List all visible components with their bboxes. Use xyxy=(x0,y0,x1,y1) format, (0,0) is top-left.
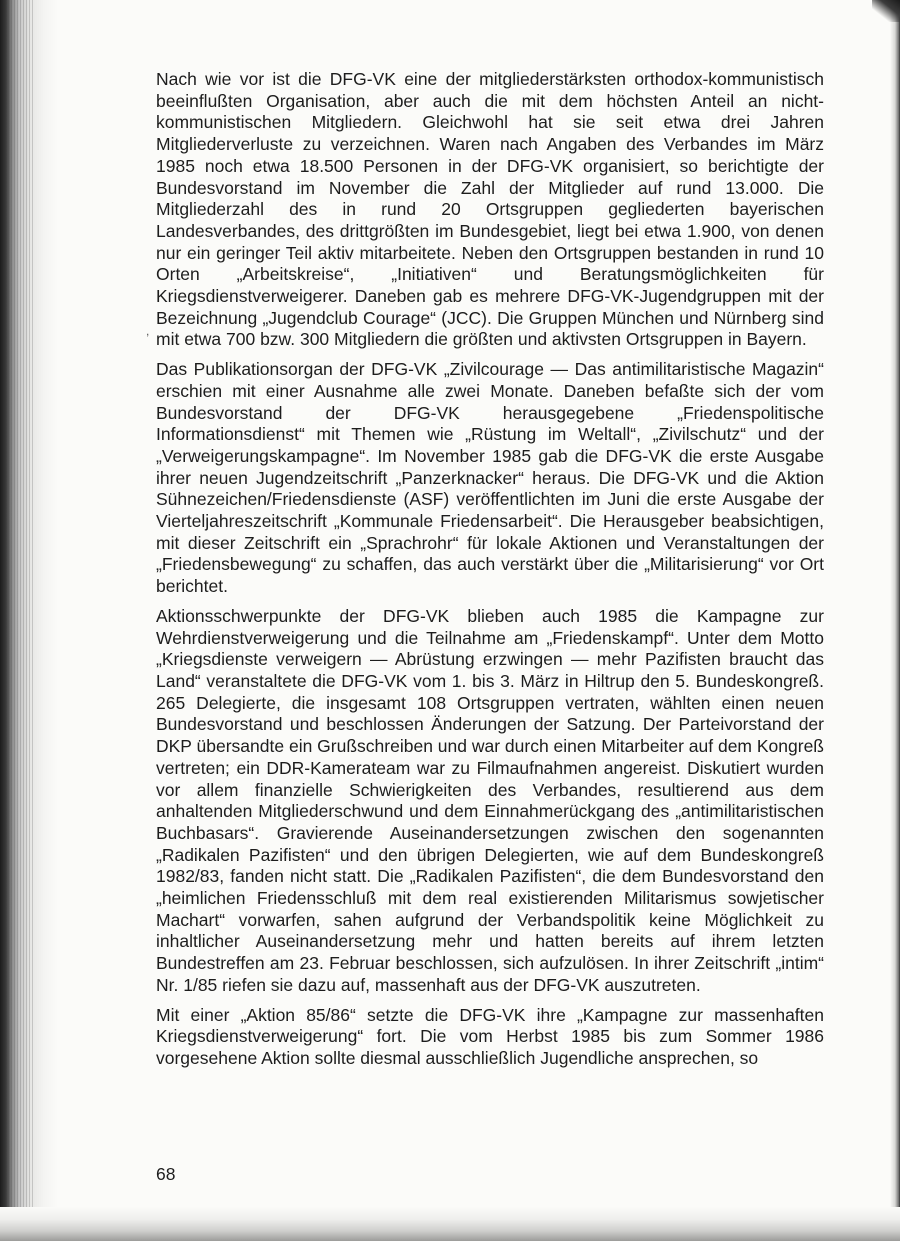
page-number: 68 xyxy=(156,1164,176,1184)
top-right-corner-shadow xyxy=(872,0,900,22)
paragraph-campaign: Mit einer „Aktion 85/86“ setzte die DFG-VK ihre „Kampagne zur massenhaften Kriegsdienstverweigerung“ fort. Die vom Herbst 1985 bis zum Sommer 1986 vorgesehene Aktion sollte diesmal ausschließlich Jugendliche ansprechen, so xyxy=(156,1004,824,1068)
paragraph-publications: Das Publikationsorgan der DFG-VK „Zivilcourage — Das antimilitaristische Magazin“ erschien mit einer Ausnahme alle zwei Monate. Daneben befaßte sich der vom Bundesvorstand der DFG-VK herausgegebene „Friedenspolitische Informationsdienst“ mit Themen wie „Rüstung im Weltall“, „Zivilschutz“ und der „Verweigerungskampagne“. Im November 1985 gab die DFG-VK die erste Ausgabe ihrer neuen Jugendzeitschrift „Panzerknacker“ heraus. Die DFG-VK und die Aktion Sühnezeichen/Friedensdienste (ASF) veröffentlichten im Juni die erste Ausgabe der Vierteljahreszeitschrift „Kommunale Friedensarbeit“. Die Herausgeber beabsichtigen, mit dieser Zeitschrift ein „Sprachrohr“ für lokale Aktionen und Veranstaltungen der „Friedensbewegung“ zu schaffen, das auch verstärkt über die „Militarisierung“ vor Ort berichtet. xyxy=(156,359,824,597)
bottom-page-edge xyxy=(0,1207,900,1241)
page-edge-lines xyxy=(8,0,34,1241)
body-text xyxy=(156,69,824,1078)
paragraph-actions: Aktionsschwerpunkte der DFG-VK blieben auch 1985 die Kampagne zur Wehrdienstverweigerung und die Teilnahme am „Friedenskampf“. Unter dem Motto „Kriegsdienste verweigern — Abrüstung erzwingen — mehr Pazifisten braucht das Land“ veranstaltete die DFG-VK vom 1. bis 3. März in Hiltrup den 5. Bundeskongreß. 265 Delegierte, die insgesamt 108 Ortsgruppen vertraten, wählten einen neuen Bundesvorstand und beschlossen Änderungen der Satzung. Der Parteivorstand der DKP übersandte ein Grußschreiben und war durch einen Mitarbeiter auf dem Kongreß vertreten; ein DDR-Kamerateam war zu Filmaufnahmen angereist. Diskutiert wurden vor allem finanzielle Schwierigkeiten des Verbandes, resultierend aus dem anhaltenden Mitgliederschwund und dem Einnahmerückgang des „antimilitaristischen Buchbasars“. Gravierende Auseinandersetzungen zwischen den sogenannten „Radikalen Pazifisten“ und den übrigen Delegierten, wie auf dem Bundeskongreß 1982/83, fanden nicht statt. Die „Radikalen Pazifisten“, die dem Bundesvorstand den „heimlichen Friedensschluß mit dem real existierenden Militarismus sowjetischer Machart“ vorwarfen, sahen aufgrund der Verbandspolitik keine Möglichkeit zu inhaltlicher Auseinandersetzung mehr und hatten bereits auf ihrem letzten Bundestreffen am 23. Februar beschlossen, sich aufzulösen. In ihrer Zeitschrift „intim“ Nr. 1/85 riefen sie dazu auf, massenhaft aus der DFG-VK auszutreten. xyxy=(156,605,824,995)
stray-mark: , xyxy=(146,324,150,338)
paragraph-membership: Nach wie vor ist die DFG-VK eine der mitgliederstärksten orthodox-kommunistisch beeinflußten Organisation, aber auch die mit dem höchsten Anteil an nicht-kommunistischen Mitgliedern. Gleichwohl hat sie seit etwa drei Jahren Mitgliederverluste zu verzeichnen. Waren nach Angaben des Verbandes im März 1985 noch etwa 18.500 Personen in der DFG-VK organisiert, so berichtigte der Bundesvorstand im November die Zahl der Mitglieder auf rund 13.000. Die Mitgliederzahl des in rund 20 Ortsgruppen gegliederten bayerischen Landesverbandes, des drittgrößten im Bundesgebiet, liegt bei etwa 1.900, von denen nur ein geringer Teil aktiv mitarbeitete. Neben den Ortsgruppen bestanden in rund 10 Orten „Arbeitskreise“, „Initiativen“ und Beratungsmöglichkeiten für Kriegsdienstverweigerer. Daneben gab es mehrere DFG-VK-Jugendgruppen mit der Bezeichnung „Jugendclub Courage“ (JCC). Die Gruppen München und Nürnberg sind mit etwa 700 bzw. 300 Mitgliedern die größten und aktivsten Ortsgruppen in Bayern. xyxy=(156,69,824,350)
right-page-edge xyxy=(890,0,900,1241)
